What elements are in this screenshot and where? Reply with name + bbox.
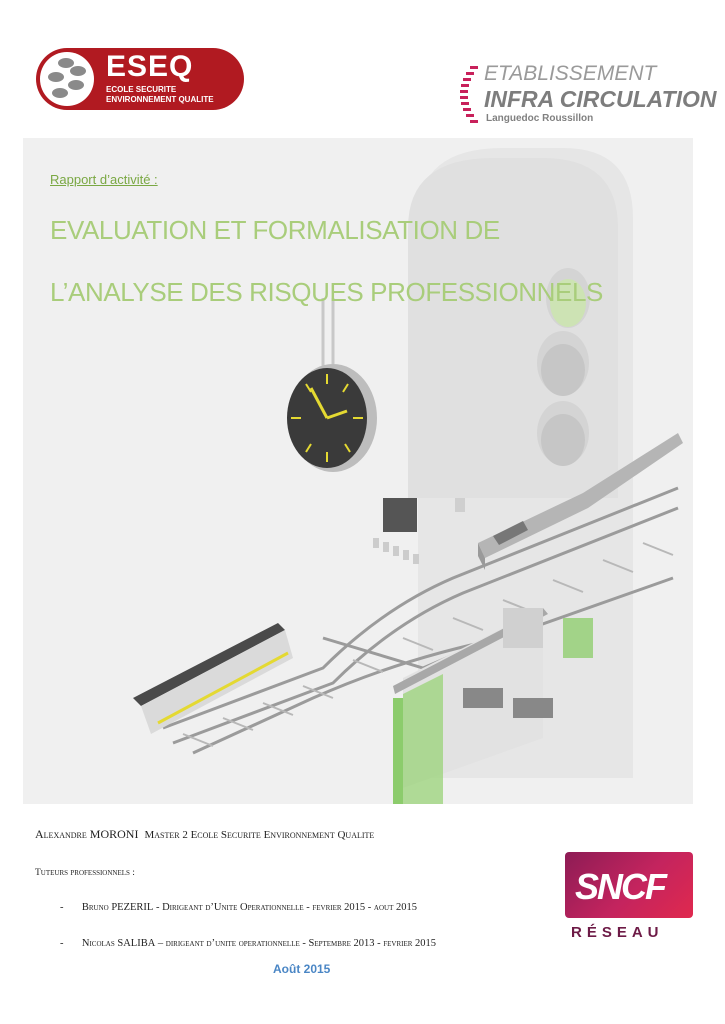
eseq-logo-emblem [40,52,94,106]
tutor-dash: - [60,902,64,913]
sncf-reseau-logo [565,852,695,944]
tutor-role: – dirigeant d’unite operationnelle - Septembre 2013 - fevrier 2015 [155,938,437,949]
eseq-logo-name: ESEQ [106,50,194,83]
tutor-last-name: PEZERIL [111,902,154,913]
infra-circulation-logo [456,62,717,128]
infra-logo-line3: Languedoc Roussillon [486,113,594,124]
infra-arc-icon [456,64,486,126]
eseq-logo-line1: ECOLE SECURITE [106,85,177,94]
author-program: Master 2 Ecole Securite Environnement Qualite [144,829,375,841]
tutor-first-name: Nicolas [81,938,115,949]
tutor-item [60,902,417,913]
tutor-item [60,938,436,949]
tutor-last-name: SALIBA [117,938,156,949]
tutor-dash: - [60,938,64,949]
author-last-name: MORONI [89,827,139,841]
eseq-logo-line2: ENVIRONNEMENT QUALITE [106,95,214,104]
infra-logo-line2: INFRA CIRCULATION [484,86,717,112]
report-title-line2: L’ANALYSE DES RISQUES PROFESSIONNELS [50,277,603,307]
report-date: Août 2015 [273,962,331,976]
report-label: Rapport d’activité : [50,172,158,187]
eseq-logo [36,48,244,110]
infra-logo-line1: ETABLISSEMENT [484,62,657,85]
tutor-role: - Dirigeant d’Unite Operationnelle - fevrier 2015 - aout 2015 [153,902,417,913]
sncf-logo-name: SNCF [575,866,665,907]
author-line [35,827,374,842]
author-first-name: Alexandre [35,827,87,841]
tutor-first-name: Bruno [81,902,109,913]
tutors-label: Tuteurs professionnels : [35,868,135,878]
sncf-logo-sub: RÉSEAU [571,924,664,941]
report-title-line1: EVALUATION ET FORMALISATION DE [50,215,500,245]
